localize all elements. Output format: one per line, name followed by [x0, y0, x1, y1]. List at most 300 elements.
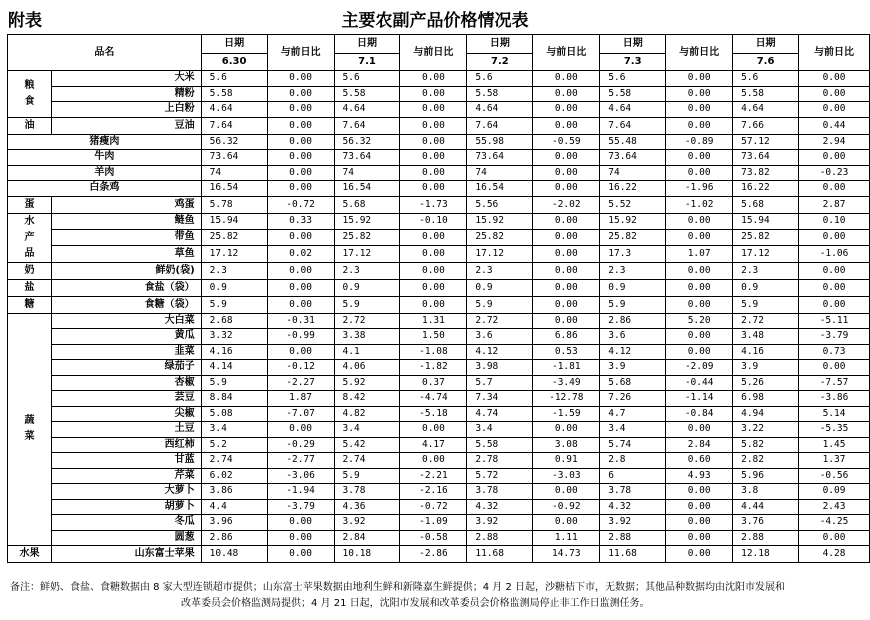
item-name: 西红柿 — [51, 437, 201, 453]
change-cell: 0.00 — [267, 229, 334, 245]
page-title: 主要农副产品价格情况表 — [341, 11, 529, 31]
table-row — [8, 546, 870, 563]
date-value: 7.1 — [334, 54, 400, 71]
price-cell: 5.9 — [201, 375, 267, 391]
item-name: 食糖（袋） — [51, 296, 201, 313]
price-cell: 4.4 — [201, 499, 267, 515]
price-cell: 55.98 — [467, 134, 533, 150]
item-name: 食盐（袋） — [51, 279, 201, 296]
price-cell: 5.82 — [733, 437, 799, 453]
table-row — [8, 86, 870, 102]
change-cell: 2.94 — [799, 134, 870, 150]
item-name: 牛肉 — [8, 150, 202, 166]
price-cell: 3.48 — [733, 329, 799, 345]
change-cell: -0.12 — [267, 360, 334, 376]
change-cell: 0.00 — [267, 165, 334, 181]
change-cell: 0.00 — [267, 515, 334, 531]
change-cell: 0.00 — [799, 279, 870, 296]
price-cell: 17.12 — [201, 246, 267, 262]
price-cell: 5.52 — [600, 196, 666, 213]
change-cell: 0.00 — [267, 530, 334, 546]
price-cell: 73.64 — [201, 150, 267, 166]
price-cell: 2.84 — [334, 530, 400, 546]
price-cell: 16.54 — [334, 181, 400, 197]
table-row — [8, 246, 870, 262]
price-cell: 3.6 — [467, 329, 533, 345]
price-cell: 73.64 — [334, 150, 400, 166]
change-cell: -2.86 — [400, 546, 467, 563]
change-cell: 0.00 — [267, 117, 334, 134]
price-cell: 2.72 — [467, 313, 533, 329]
price-cell: 8.84 — [201, 391, 267, 407]
price-cell: 3.6 — [600, 329, 666, 345]
price-cell: 11.68 — [467, 546, 533, 563]
change-cell: -2.09 — [666, 360, 733, 376]
change-cell: 0.00 — [666, 296, 733, 313]
table-row — [8, 229, 870, 245]
change-cell: 0.00 — [666, 484, 733, 500]
price-cell: 5.92 — [334, 375, 400, 391]
change-cell: -1.14 — [666, 391, 733, 407]
change-cell: 0.00 — [799, 102, 870, 118]
change-cell: 0.00 — [400, 134, 467, 150]
table-row — [8, 391, 870, 407]
table-row — [8, 279, 870, 296]
category-label: 盐 — [8, 279, 52, 296]
item-name: 白条鸡 — [8, 181, 202, 197]
change-cell: 0.37 — [400, 375, 467, 391]
change-cell: -1.09 — [400, 515, 467, 531]
change-cell: -1.02 — [666, 196, 733, 213]
price-cell: 5.9 — [334, 468, 400, 484]
price-cell: 4.64 — [334, 102, 400, 118]
change-cell: 0.00 — [666, 329, 733, 345]
change-cell: 2.43 — [799, 499, 870, 515]
item-name: 甘蓝 — [51, 453, 201, 469]
price-cell: 3.78 — [600, 484, 666, 500]
change-cell: -0.89 — [666, 134, 733, 150]
price-cell: 17.12 — [467, 246, 533, 262]
price-cell: 4.74 — [467, 406, 533, 422]
change-cell: -3.79 — [799, 329, 870, 345]
category-label: 油 — [8, 117, 52, 134]
price-cell: 15.94 — [733, 213, 799, 229]
change-cell: 1.87 — [267, 391, 334, 407]
category-label: 蔬 菜 — [8, 313, 52, 546]
table-row — [8, 515, 870, 531]
table-row — [8, 499, 870, 515]
change-cell: 0.00 — [400, 262, 467, 279]
change-cell: 0.00 — [666, 102, 733, 118]
price-cell: 4.94 — [733, 406, 799, 422]
change-cell: -7.07 — [267, 406, 334, 422]
change-cell: 0.00 — [400, 246, 467, 262]
change-cell: 5.14 — [799, 406, 870, 422]
item-name: 草鱼 — [51, 246, 201, 262]
change-cell: -5.11 — [799, 313, 870, 329]
price-cell: 10.48 — [201, 546, 267, 563]
change-header: 与前日比 — [666, 35, 733, 71]
change-cell: -0.44 — [666, 375, 733, 391]
table-row — [8, 71, 870, 87]
price-cell: 5.7 — [467, 375, 533, 391]
price-cell: 73.64 — [600, 150, 666, 166]
date-header: 日期 — [334, 35, 400, 54]
price-cell: 11.68 — [600, 546, 666, 563]
change-cell: 1.37 — [799, 453, 870, 469]
price-cell: 5.2 — [201, 437, 267, 453]
change-cell: 0.00 — [533, 515, 600, 531]
price-cell: 4.64 — [467, 102, 533, 118]
change-cell: 14.73 — [533, 546, 600, 563]
price-cell: 5.58 — [733, 86, 799, 102]
price-cell: 3.92 — [467, 515, 533, 531]
price-cell: 3.9 — [733, 360, 799, 376]
price-cell: 16.22 — [600, 181, 666, 197]
change-cell: 0.00 — [267, 71, 334, 87]
change-cell: 4.93 — [666, 468, 733, 484]
change-cell: -3.03 — [533, 468, 600, 484]
price-cell: 5.9 — [334, 296, 400, 313]
price-cell: 15.92 — [467, 213, 533, 229]
price-cell: 4.64 — [733, 102, 799, 118]
appendix-label: 附表 — [8, 11, 42, 31]
price-cell: 2.72 — [733, 313, 799, 329]
change-cell: 0.00 — [267, 86, 334, 102]
change-cell: 1.11 — [533, 530, 600, 546]
change-cell: 0.00 — [267, 102, 334, 118]
change-cell: 0.00 — [666, 165, 733, 181]
change-cell: 0.00 — [400, 71, 467, 87]
item-name: 鲜奶(袋) — [51, 262, 201, 279]
price-cell: 5.72 — [467, 468, 533, 484]
table-row — [8, 134, 870, 150]
date-header: 日期 — [600, 35, 666, 54]
table-row — [8, 406, 870, 422]
price-cell: 7.64 — [334, 117, 400, 134]
change-header: 与前日比 — [533, 35, 600, 71]
change-cell: -0.56 — [799, 468, 870, 484]
change-cell: -1.08 — [400, 344, 467, 360]
price-cell: 5.6 — [467, 71, 533, 87]
price-cell: 73.82 — [733, 165, 799, 181]
category-label: 粮 食 — [8, 71, 52, 118]
change-cell: 2.84 — [666, 437, 733, 453]
date-value: 7.2 — [467, 54, 533, 71]
change-cell: 0.00 — [267, 134, 334, 150]
change-cell: 0.00 — [533, 71, 600, 87]
table-row — [8, 213, 870, 229]
price-cell: 5.58 — [334, 86, 400, 102]
price-cell: 5.6 — [600, 71, 666, 87]
price-cell: 3.78 — [467, 484, 533, 500]
price-cell: 55.48 — [600, 134, 666, 150]
footnote — [10, 580, 865, 612]
change-cell: -0.72 — [267, 196, 334, 213]
item-name: 鸡蛋 — [51, 196, 201, 213]
price-cell: 3.22 — [733, 422, 799, 438]
table-row — [8, 530, 870, 546]
table-row — [8, 117, 870, 134]
item-name: 带鱼 — [51, 229, 201, 245]
change-cell: 0.00 — [400, 165, 467, 181]
item-name: 猪瘦肉 — [8, 134, 202, 150]
change-cell: 0.00 — [533, 181, 600, 197]
item-name: 黄瓜 — [51, 329, 201, 345]
price-cell: 3.86 — [201, 484, 267, 500]
change-cell: 0.91 — [533, 453, 600, 469]
change-cell: 0.00 — [267, 150, 334, 166]
price-cell: 3.8 — [733, 484, 799, 500]
price-cell: 7.66 — [733, 117, 799, 134]
item-name: 胡萝卜 — [51, 499, 201, 515]
table-row — [8, 375, 870, 391]
table-row — [8, 484, 870, 500]
price-cell: 3.4 — [467, 422, 533, 438]
change-cell: 0.00 — [799, 530, 870, 546]
change-cell: 0.00 — [666, 530, 733, 546]
price-cell: 16.54 — [467, 181, 533, 197]
header-row — [8, 35, 870, 54]
price-cell: 4.32 — [600, 499, 666, 515]
change-cell: 0.44 — [799, 117, 870, 134]
change-cell: -12.78 — [533, 391, 600, 407]
table-row — [8, 329, 870, 345]
change-cell: 3.08 — [533, 437, 600, 453]
change-cell: -0.10 — [400, 213, 467, 229]
change-cell: -0.99 — [267, 329, 334, 345]
change-cell: 0.00 — [666, 150, 733, 166]
change-cell: 0.00 — [666, 71, 733, 87]
change-cell: -1.96 — [666, 181, 733, 197]
item-name: 大白菜 — [51, 313, 201, 329]
item-name: 大萝卜 — [51, 484, 201, 500]
price-cell: 0.9 — [334, 279, 400, 296]
change-cell: -3.49 — [533, 375, 600, 391]
table-row — [8, 165, 870, 181]
change-cell: -1.82 — [400, 360, 467, 376]
price-cell: 5.68 — [733, 196, 799, 213]
price-cell: 4.64 — [600, 102, 666, 118]
change-cell: 0.00 — [666, 262, 733, 279]
change-cell: 0.00 — [799, 181, 870, 197]
price-cell: 7.64 — [600, 117, 666, 134]
price-cell: 3.4 — [334, 422, 400, 438]
price-cell: 5.42 — [334, 437, 400, 453]
change-cell: 0.00 — [267, 546, 334, 563]
price-cell: 3.92 — [600, 515, 666, 531]
price-cell: 2.88 — [733, 530, 799, 546]
price-cell: 3.98 — [467, 360, 533, 376]
price-cell: 4.82 — [334, 406, 400, 422]
change-cell: 0.00 — [400, 150, 467, 166]
price-cell: 7.26 — [600, 391, 666, 407]
change-header: 与前日比 — [267, 35, 334, 71]
change-cell: 0.00 — [400, 422, 467, 438]
change-cell: 0.00 — [666, 515, 733, 531]
price-cell: 3.96 — [201, 515, 267, 531]
change-cell: 5.20 — [666, 313, 733, 329]
price-cell: 4.16 — [733, 344, 799, 360]
table-row — [8, 181, 870, 197]
price-cell: 2.86 — [600, 313, 666, 329]
price-cell: 2.88 — [467, 530, 533, 546]
item-name: 羊肉 — [8, 165, 202, 181]
category-label: 水 产 品 — [8, 213, 52, 262]
date-value: 6.30 — [201, 54, 267, 71]
change-cell: 0.00 — [666, 213, 733, 229]
change-cell: -1.81 — [533, 360, 600, 376]
change-cell: 0.00 — [267, 262, 334, 279]
change-cell: 6.86 — [533, 329, 600, 345]
price-cell: 5.74 — [600, 437, 666, 453]
change-cell: 0.00 — [533, 279, 600, 296]
change-cell: -1.06 — [799, 246, 870, 262]
item-name: 山东富士苹果 — [51, 546, 201, 563]
change-cell: -5.18 — [400, 406, 467, 422]
change-cell: 0.00 — [799, 150, 870, 166]
price-cell: 2.8 — [600, 453, 666, 469]
price-cell: 2.72 — [334, 313, 400, 329]
change-cell: 0.73 — [799, 344, 870, 360]
date-header: 日期 — [733, 35, 799, 54]
change-cell: -1.73 — [400, 196, 467, 213]
change-cell: 0.00 — [400, 296, 467, 313]
price-cell: 2.88 — [600, 530, 666, 546]
change-cell: 0.00 — [533, 484, 600, 500]
price-cell: 2.74 — [334, 453, 400, 469]
change-cell: -1.59 — [533, 406, 600, 422]
price-cell: 5.9 — [600, 296, 666, 313]
change-cell: 0.00 — [267, 181, 334, 197]
change-cell: 0.00 — [666, 279, 733, 296]
change-cell: -0.72 — [400, 499, 467, 515]
change-cell: -3.86 — [799, 391, 870, 407]
price-cell: 5.78 — [201, 196, 267, 213]
item-name: 上白粉 — [51, 102, 201, 118]
price-cell: 5.9 — [733, 296, 799, 313]
item-name: 韭菜 — [51, 344, 201, 360]
price-cell: 15.94 — [201, 213, 267, 229]
price-cell: 8.42 — [334, 391, 400, 407]
change-cell: 0.00 — [533, 102, 600, 118]
change-cell: -2.21 — [400, 468, 467, 484]
price-cell: 3.4 — [201, 422, 267, 438]
change-cell: 0.00 — [267, 422, 334, 438]
price-cell: 4.36 — [334, 499, 400, 515]
item-name: 冬瓜 — [51, 515, 201, 531]
change-cell: 0.00 — [666, 86, 733, 102]
price-cell: 5.96 — [733, 468, 799, 484]
price-cell: 3.4 — [600, 422, 666, 438]
category-label: 糖 — [8, 296, 52, 313]
change-cell: -0.92 — [533, 499, 600, 515]
price-cell: 4.64 — [201, 102, 267, 118]
price-cell: 0.9 — [467, 279, 533, 296]
price-cell: 6 — [600, 468, 666, 484]
price-cell: 74 — [600, 165, 666, 181]
price-cell: 25.82 — [733, 229, 799, 245]
change-cell: 0.00 — [799, 71, 870, 87]
price-cell: 3.32 — [201, 329, 267, 345]
change-cell: -2.16 — [400, 484, 467, 500]
price-cell: 25.82 — [334, 229, 400, 245]
price-cell: 17.12 — [733, 246, 799, 262]
change-cell: 0.00 — [400, 181, 467, 197]
item-name: 精粉 — [51, 86, 201, 102]
price-cell: 2.74 — [201, 453, 267, 469]
change-cell: 0.00 — [799, 262, 870, 279]
price-table — [7, 34, 870, 563]
price-cell: 5.58 — [467, 437, 533, 453]
table-row — [8, 313, 870, 329]
price-cell: 56.32 — [201, 134, 267, 150]
price-cell: 15.92 — [334, 213, 400, 229]
change-cell: -0.23 — [799, 165, 870, 181]
price-cell: 3.76 — [733, 515, 799, 531]
price-cell: 4.1 — [334, 344, 400, 360]
change-cell: 0.00 — [799, 360, 870, 376]
change-cell: 0.02 — [267, 246, 334, 262]
price-cell: 4.12 — [467, 344, 533, 360]
change-cell: 0.00 — [666, 546, 733, 563]
table-row — [8, 102, 870, 118]
table-row — [8, 360, 870, 376]
price-cell: 5.58 — [467, 86, 533, 102]
price-cell: 0.9 — [600, 279, 666, 296]
price-cell: 5.68 — [334, 196, 400, 213]
change-cell: -3.79 — [267, 499, 334, 515]
table-row — [8, 468, 870, 484]
table-row — [8, 422, 870, 438]
price-cell: 16.54 — [201, 181, 267, 197]
price-cell: 7.64 — [467, 117, 533, 134]
price-cell: 73.64 — [733, 150, 799, 166]
item-name: 土豆 — [51, 422, 201, 438]
change-cell: -0.31 — [267, 313, 334, 329]
change-cell: 0.00 — [666, 499, 733, 515]
price-cell: 4.06 — [334, 360, 400, 376]
price-cell: 17.12 — [334, 246, 400, 262]
price-cell: 2.82 — [733, 453, 799, 469]
price-cell: 4.32 — [467, 499, 533, 515]
change-cell: 0.00 — [666, 422, 733, 438]
price-cell: 4.16 — [201, 344, 267, 360]
price-cell: 16.22 — [733, 181, 799, 197]
item-name: 芹菜 — [51, 468, 201, 484]
table-row — [8, 196, 870, 213]
change-cell: 0.00 — [267, 344, 334, 360]
item-name: 圆葱 — [51, 530, 201, 546]
change-cell: 0.00 — [533, 86, 600, 102]
price-cell: 5.6 — [733, 71, 799, 87]
table-row — [8, 453, 870, 469]
change-cell: 0.00 — [400, 453, 467, 469]
change-cell: 0.00 — [267, 296, 334, 313]
change-cell: 4.28 — [799, 546, 870, 563]
price-cell: 4.14 — [201, 360, 267, 376]
change-cell: 0.00 — [533, 150, 600, 166]
price-cell: 15.92 — [600, 213, 666, 229]
item-header: 品名 — [8, 35, 202, 71]
item-name: 大米 — [51, 71, 201, 87]
change-cell: 4.17 — [400, 437, 467, 453]
change-cell: -2.77 — [267, 453, 334, 469]
price-cell: 2.86 — [201, 530, 267, 546]
price-cell: 7.64 — [201, 117, 267, 134]
price-cell: 3.78 — [334, 484, 400, 500]
price-cell: 6.02 — [201, 468, 267, 484]
